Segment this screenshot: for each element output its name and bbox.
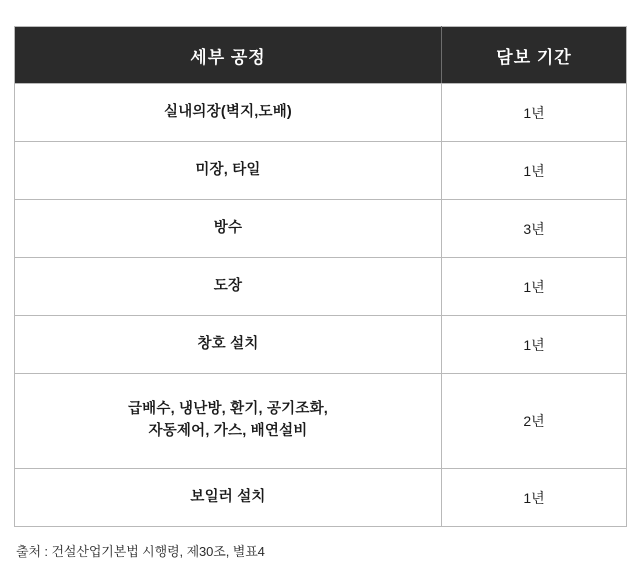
cell-period: 1년	[442, 84, 627, 142]
cell-process: 미장, 타일	[15, 142, 442, 200]
cell-process	[15, 374, 442, 469]
cell-process: 보일러 설치	[15, 469, 442, 527]
table-body	[15, 84, 627, 527]
column-header-period: 담보 기간	[442, 27, 627, 84]
table-header	[15, 27, 627, 84]
cell-period: 3년	[442, 200, 627, 258]
source-caption: 출처 : 건설산업기본법 시행령, 제30조, 별표4	[16, 544, 265, 559]
cell-process: 실내의장(벽지,도배)	[15, 84, 442, 142]
cell-period: 1년	[442, 258, 627, 316]
table-row	[15, 374, 627, 469]
table-row	[15, 258, 627, 316]
cell-process: 창호 설치	[15, 316, 442, 374]
cell-period: 1년	[442, 142, 627, 200]
cell-process: 방수	[15, 200, 442, 258]
warranty-period-table	[14, 26, 627, 527]
cell-process: 도장	[15, 258, 442, 316]
cell-process-line-1: 급배수, 냉난방, 환기, 공기조화,	[127, 401, 329, 418]
cell-period: 1년	[442, 469, 627, 527]
table-row	[15, 469, 627, 527]
cell-process-line-2: 자동제어, 가스, 배연설비	[148, 423, 308, 439]
column-header-process: 세부 공정	[15, 27, 442, 84]
table-row	[15, 84, 627, 142]
cell-period: 1년	[442, 316, 627, 374]
table-row	[15, 142, 627, 200]
cell-period: 2년	[442, 374, 627, 469]
table-row	[15, 316, 627, 374]
table-row	[15, 200, 627, 258]
table-header-row	[15, 27, 627, 84]
